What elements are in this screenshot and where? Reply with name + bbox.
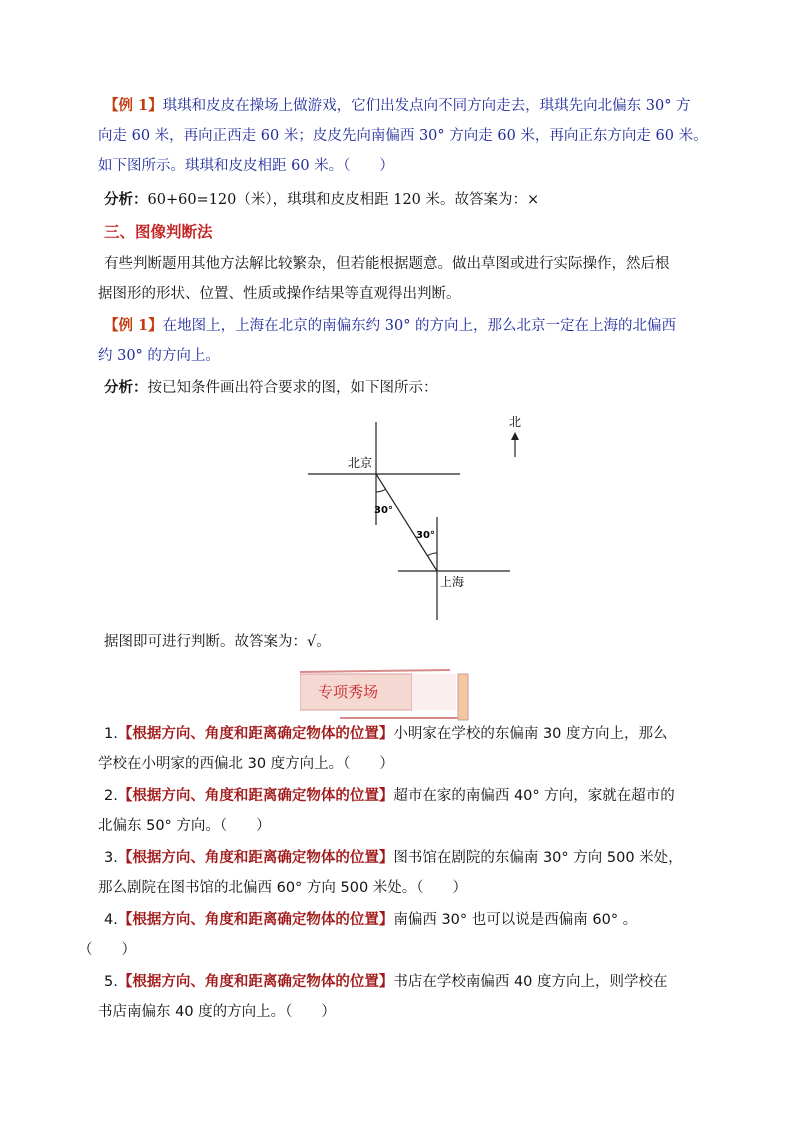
analysis1: 分析：60+60=120（米），琪琪和皮皮相距 120 米。故答案为：×	[104, 192, 540, 208]
question-1-line2: 学校在小明家的西偏北 30 度方向上。（ ）	[98, 756, 394, 772]
beijing-shanghai-line	[376, 474, 437, 571]
angle-label-shanghai: 30°	[416, 530, 435, 541]
section-banner	[300, 668, 475, 723]
shanghai-label: 上海	[440, 575, 465, 589]
angle-label-beijing: 30°	[374, 505, 393, 516]
example1-line2: 向走 60 米，再向正西走 60 米；皮皮先向南偏西 30° 方向走 60 米，再向正东方向走 60 米。	[98, 128, 708, 144]
banner-panel-right	[412, 674, 456, 710]
north-arrow-head-icon	[511, 432, 519, 440]
example1-line1: 【例 1】琪琪和皮皮在操场上做游戏，它们出发点向不同方向走去，琪琪先向北偏东 30° 方	[104, 97, 691, 114]
question-4-line2: （ ）	[78, 942, 136, 958]
question-3-line2: 那么剧院在图书馆的北偏西 60° 方向 500 米处。（ ）	[98, 880, 468, 896]
question-1-line1: 1.【根据方向、角度和距离确定物体的位置】小明家在学校的东偏南 30 度方向上，那么	[104, 725, 668, 742]
beijing-label: 北京	[348, 456, 373, 470]
intro-line2: 据图形的形状、位置、性质或操作结果等直观得出判断。	[98, 286, 461, 302]
banner-title: 专项秀场	[318, 683, 379, 701]
example1-line3: 如下图所示。琪琪和皮皮相距 60 米。（ ）	[98, 158, 394, 174]
question-2-line1: 2.【根据方向、角度和距离确定物体的位置】超市在家的南偏西 40° 方向，家就在超市的	[104, 787, 675, 804]
direction-diagram	[300, 405, 540, 625]
angle-arc-beijing	[376, 489, 386, 492]
conclusion: 据图即可进行判断。故答案为：√。	[104, 634, 331, 650]
intro-line1: 有些判断题用其他方法解比较繁杂，但若能根据题意。做出草图或进行实际操作，然后根	[104, 256, 670, 272]
question-5-line1: 5.【根据方向、角度和距离确定物体的位置】书店在学校南偏西 40 度方向上，则学校在	[104, 973, 668, 990]
question-2-line2: 北偏东 50° 方向。（ ）	[98, 818, 271, 834]
question-3-line1: 3.【根据方向、角度和距离确定物体的位置】图书馆在剧院的东偏南 30° 方向 500 米处，	[104, 849, 683, 866]
example2-line1: 【例 1】在地图上，上海在北京的南偏东约 30° 的方向上，那么北京一定在上海的北偏西	[104, 317, 677, 334]
scroll-roll-icon	[458, 674, 468, 720]
section3-title: 三、图像判断法	[104, 223, 213, 241]
question-5-line2: 书店南偏东 40 度的方向上。（ ）	[98, 1004, 336, 1020]
example-tag: 【例 1】	[104, 317, 163, 334]
question-4-line1: 4.【根据方向、角度和距离确定物体的位置】南偏西 30° 也可以说是西偏南 60° 。	[104, 911, 638, 928]
north-label: 北	[509, 415, 522, 429]
angle-arc-shanghai	[427, 553, 437, 556]
pencil-top-icon	[300, 670, 450, 672]
example-tag: 【例 1】	[104, 97, 163, 114]
example2-line2: 约 30° 的方向上。	[98, 348, 220, 364]
analysis2: 分析：按已知条件画出符合要求的图，如下图所示：	[104, 380, 438, 396]
